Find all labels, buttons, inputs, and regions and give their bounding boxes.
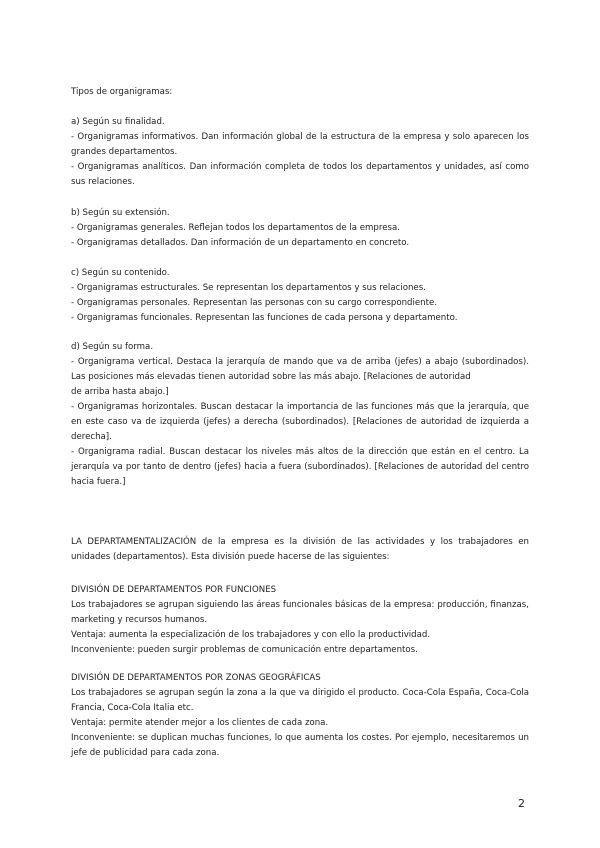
contenido-item-estructurales: - Organigramas estructurales. Se representan los departamentos y sus relaciones. (71, 283, 426, 293)
funciones-body: Los trabajadores se agrupan siguiendo las áreas funcionales básicas de la empresa: producción, finanzas, marketing y recursos humanos. (71, 600, 529, 625)
extension-section (71, 206, 529, 251)
zonas-ventaja: Ventaja: permite atender mejor a los clientes de cada zona. (71, 718, 329, 728)
forma-heading: d) Según su forma. (71, 342, 154, 352)
zonas-heading: DIVISIÓN DE DEPARTAMENTOS POR ZONAS GEOGRÁFICAS (71, 673, 321, 683)
contenido-heading: c) Según su contenido. (71, 268, 170, 278)
extension-item-detallados: - Organigramas detallados. Dan información de un departamento en concreto. (71, 238, 410, 248)
departamentalizacion-intro: LA DEPARTAMENTALIZACIÓN de la empresa es la división de las actividades y los trabajadores en unidades (departamentos). Esta división puede hacerse de las siguientes: (71, 537, 529, 562)
finalidad-item-informativos: - Organigramas informativos. Dan información global de la estructura de la empresa y solo aparecen los grandes departamentos. (71, 132, 529, 157)
contenido-item-funcionales: - Organigramas funcionales. Representan las funciones de cada persona y departamento. (71, 313, 458, 323)
extension-item-generales: - Organigramas generales. Reflejan todos los departamentos de la empresa. (71, 223, 400, 233)
contenido-section (71, 266, 529, 326)
page-number: 2 (518, 797, 525, 810)
zonas-body: Los trabajadores se agrupan según la zona a la que va dirigido el producto. Coca-Cola España, Coca-Cola Francia, Coca-Cola Italia etc. (71, 688, 529, 713)
zonas-section (71, 671, 529, 761)
finalidad-heading: a) Según su finalidad. (71, 117, 165, 127)
forma-item-radial: - Organigrama radial. Buscan destacar los niveles más altos de la dirección que están en el centro. La jerarquía va por tanto de dentro (jefes) hacia a fuera (subordinados). [Relaciones de autoridad del centro hacia fuera.] (71, 447, 529, 487)
section-title: Tipos de organigramas: (71, 87, 173, 97)
funciones-section (71, 583, 529, 658)
zonas-inconveniente: Inconveniente: se duplican muchas funciones, lo que aumenta los costes. Por ejemplo, necesitaremos un jefe de publicidad para cada zona. (71, 733, 529, 758)
forma-item-vertical-cont: de arriba hasta abajo.] (71, 387, 169, 397)
finalidad-item-analiticos: - Organigramas analíticos. Dan información completa de todos los departamentos y unidades, así como sus relaciones. (71, 162, 529, 187)
forma-item-horizontal: - Organigramas horizontales. Buscan destacar la importancia de las funciones más que la jerarquía, que en este caso va de izquierda (jefes) a derecha (subordinados). [Relaciones de autoridad de izquierda a derecha]. (71, 402, 529, 442)
contenido-item-personales: - Organigramas personales. Representan las personas con su cargo correspondiente. (71, 298, 437, 308)
finalidad-section (71, 115, 529, 190)
forma-section (71, 340, 529, 490)
funciones-inconveniente: Inconveniente: pueden surgir problemas de comunicación entre departamentos. (71, 645, 418, 655)
funciones-ventaja: Ventaja: aumenta la especialización de los trabajadores y con ello la productividad. (71, 630, 431, 640)
funciones-heading: DIVISIÓN DE DEPARTAMENTOS POR FUNCIONES (71, 585, 277, 595)
forma-item-vertical: - Organigrama vertical. Destaca la jerarquía de mando que va de arriba (jefes) a abajo (subordinados). Las posiciones más elevadas tienen autoridad sobre las más abajo. [Relaciones de autoridad (71, 357, 529, 382)
extension-heading: b) Según su extensión. (71, 208, 170, 218)
